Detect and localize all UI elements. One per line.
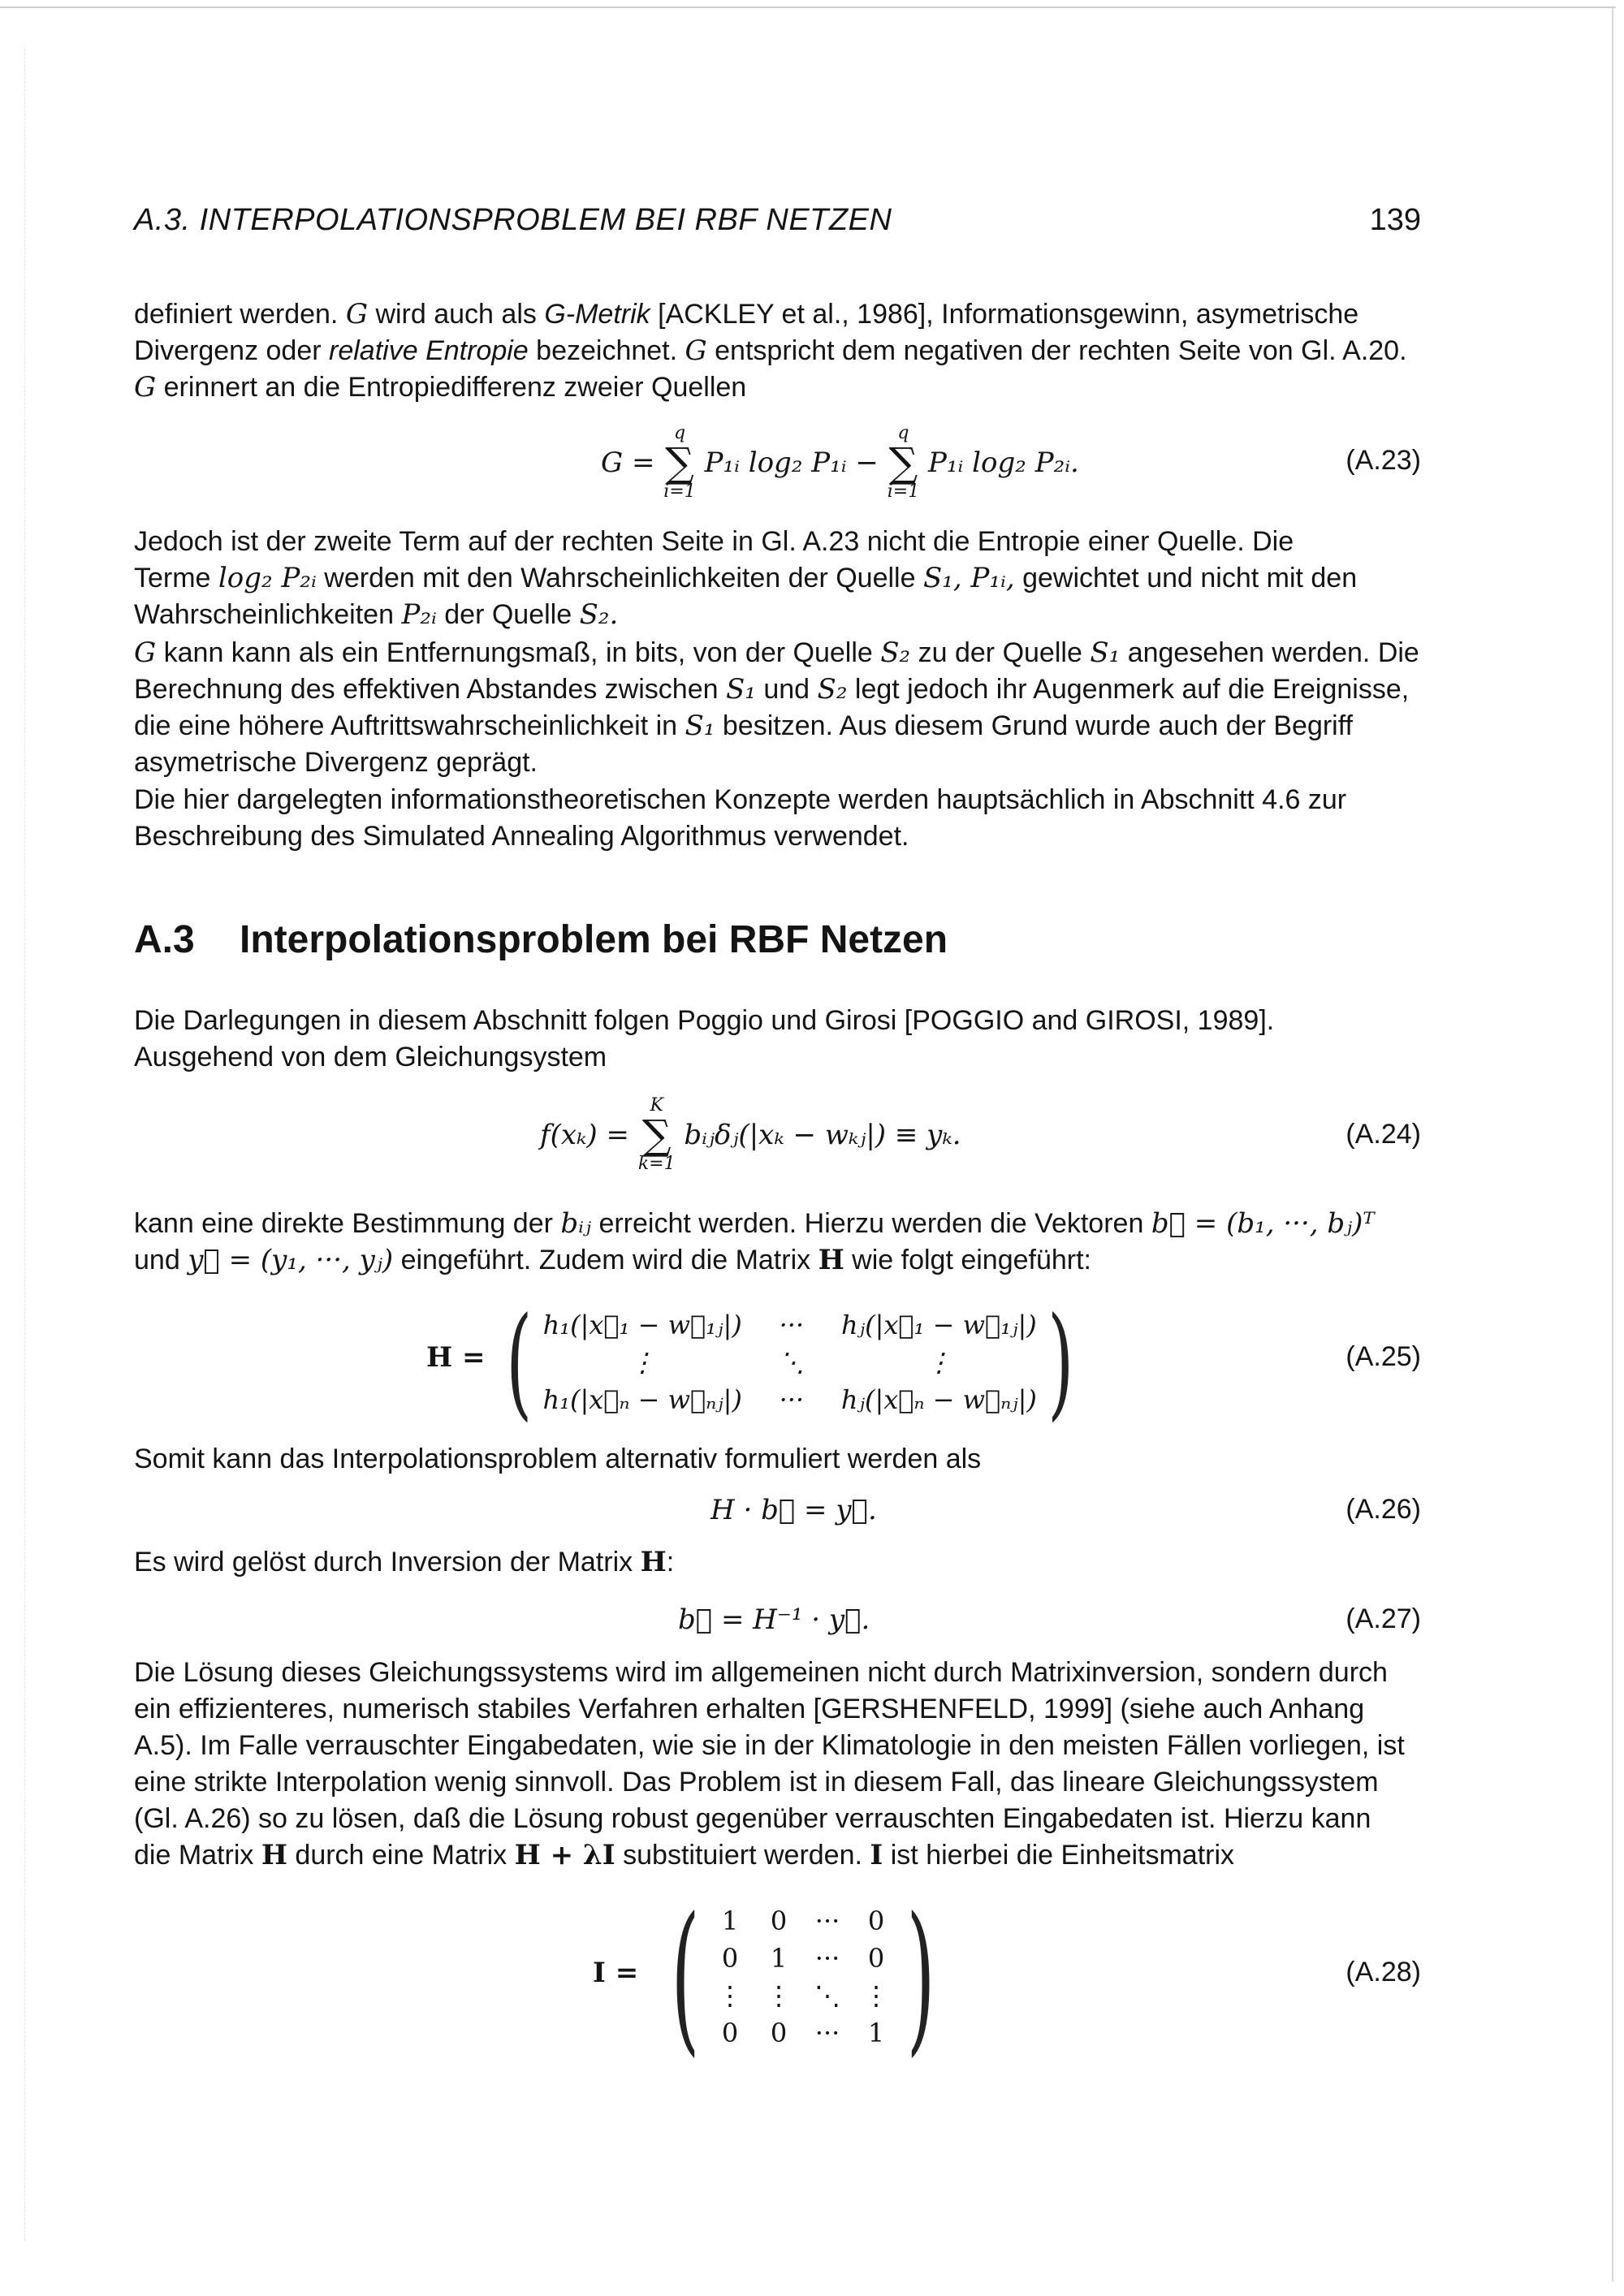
text: der Quelle	[444, 599, 572, 630]
math-expr: S₁	[685, 710, 715, 742]
matrix-cell: ⋮	[766, 1980, 793, 2011]
text: und	[134, 1245, 180, 1275]
left-paren: (	[506, 1291, 533, 1433]
text: erinnert an die Entropiedifferenz zweier Quellen	[163, 372, 747, 403]
text: gewichtet und nicht mit den	[1022, 563, 1358, 593]
paragraph-vectors	[134, 1206, 1421, 1279]
matrix-cell: 1	[867, 2018, 885, 2048]
paragraph-g-metric	[134, 296, 1421, 406]
text-line: ein effizienteres, numerisch stabiles Verfahren erhalten [GERSHENFELD, 1999] (siehe auch Anhang	[134, 1694, 1365, 1724]
text-line: Ausgehend von dem Gleichungsystem	[134, 1042, 607, 1072]
text: werden mit den Wahrscheinlichkeiten der Quelle	[324, 563, 916, 593]
text-line: (Gl. A.26) so zu lösen, daß die Lösung robust gegenüber verrauschten Eingabedaten ist. Hierzu kann	[134, 1803, 1371, 1834]
text: und	[763, 674, 810, 705]
equation-a24	[134, 1088, 1421, 1181]
equation-number: (A.23)	[1345, 445, 1421, 476]
math-expr: y⃗ = (y₁, ···, yⱼ)	[188, 1244, 394, 1276]
text: wird auch als	[375, 299, 537, 330]
text: bezeichnet.	[536, 335, 678, 366]
right-paren: )	[1047, 1291, 1074, 1433]
text: wie folgt eingeführt:	[852, 1245, 1091, 1275]
equation-number: (A.24)	[1345, 1119, 1421, 1150]
page-number: 139	[1369, 203, 1421, 237]
equation-rhs: bᵢⱼδⱼ(|xₖ − wₖⱼ|) ≡ yₖ.	[684, 1118, 961, 1151]
matrix-cell: 0	[770, 1905, 788, 1936]
paragraph-distance	[134, 635, 1421, 781]
equation-a28	[134, 1880, 1421, 2074]
text: ist hierbei die Einheitsmatrix	[890, 1840, 1235, 1871]
matrix-identity-grid	[717, 1905, 889, 2048]
sum-symbol: q ∑ i=1	[663, 423, 696, 502]
math-expr: log₂ P₂ᵢ	[218, 562, 317, 594]
matrix-cell: ⋮	[629, 1346, 656, 1378]
text: besitzen. Aus diesem Grund wurde auch der Begriff	[722, 710, 1354, 741]
math-var: G	[134, 637, 157, 669]
math-var: G	[685, 334, 707, 367]
equation-number: (A.27)	[1345, 1603, 1421, 1634]
matrix-cell: 0	[721, 2018, 739, 2048]
text: die Matrix	[134, 1840, 254, 1871]
scan-edge-top	[0, 6, 1616, 8]
text: :	[666, 1547, 675, 1577]
math-bold: H	[261, 1839, 287, 1871]
text: die eine höhere Auftrittswahrscheinlichkeit in	[134, 710, 678, 741]
matrix-cell: h₁(|x⃗ₙ − w⃗ₙⱼ|)	[542, 1383, 742, 1415]
text: substituiert werden.	[623, 1840, 862, 1871]
text-line: eine strikte Interpolation wenig sinnvoll. Das Problem ist in diesem Fall, das lineare Gleichungssystem	[134, 1767, 1379, 1798]
text: Divergenz oder	[134, 335, 322, 366]
matrix-cell: 1	[770, 1943, 788, 1974]
equation-lhs: G =	[601, 447, 655, 479]
math-expr: S₁	[725, 673, 756, 706]
math-expr: S₂	[880, 637, 911, 669]
matrix-cell: 0	[867, 1943, 885, 1974]
sum-upper-limit: K	[650, 1094, 663, 1116]
matrix-cell: 1	[721, 1905, 739, 1936]
math-expr: S₂	[817, 673, 848, 706]
text: [ACKLEY et al., 1986], Informationsgewinn, asymetrische	[658, 299, 1359, 330]
matrix-cell: ···	[814, 2018, 840, 2048]
text: entspricht dem negativen der rechten Seite von Gl. A.20.	[715, 335, 1407, 366]
matrix-cell: 0	[867, 1905, 885, 1936]
page-header	[134, 195, 1421, 244]
text: erreicht werden. Hierzu werden die Vektoren	[598, 1208, 1144, 1239]
text-line: Somit kann das Interpolationsproblem alternativ formuliert werden als	[134, 1444, 982, 1474]
paragraph-inversion	[134, 1544, 1421, 1581]
sum-symbol: K ∑ k=1	[637, 1094, 676, 1174]
section-heading	[134, 917, 948, 962]
matrix-cell: 0	[770, 2018, 788, 2048]
text: kann eine direkte Bestimmung der	[134, 1208, 553, 1239]
equation-a26	[134, 1490, 1421, 1530]
equation-lhs: f(xₖ) =	[540, 1118, 629, 1151]
matrix-cell: ···	[779, 1309, 805, 1340]
matrix-lhs: H =	[426, 1341, 486, 1374]
matrix-h	[495, 1291, 1084, 1433]
math-bold: I	[870, 1839, 883, 1871]
text: Terme	[134, 563, 211, 593]
section-number: A.3	[134, 918, 195, 961]
text-line: asymetrische Divergenz geprägt.	[134, 747, 538, 778]
matrix-cell: ⋮	[863, 1980, 890, 2011]
matrix-cell: ···	[779, 1383, 805, 1415]
paragraph-solution	[134, 1655, 1421, 1874]
matrix-identity	[654, 1880, 952, 2074]
text: Es wird gelöst durch Inversion der Matrix	[134, 1547, 633, 1577]
math-var: G	[345, 298, 368, 330]
paragraph-concepts	[134, 782, 1421, 855]
matrix-cell: ⋮	[717, 1980, 744, 2011]
equation-term: P₁ᵢ log₂ P₁ᵢ −	[704, 447, 879, 479]
equation-a27	[134, 1599, 1421, 1640]
text: kann kann als ein Entfernungsmaß, in bits, von der Quelle	[163, 637, 873, 668]
text-line: Die Lösung dieses Gleichungssystems wird im allgemeinen nicht durch Matrixinversion, sondern durch	[134, 1657, 1388, 1688]
running-title: A.3. INTERPOLATIONSPROBLEM BEI RBF NETZEN	[134, 203, 892, 237]
sum-lower-limit: i=1	[887, 481, 920, 502]
equation-a25	[134, 1291, 1421, 1433]
left-paren: (	[671, 1882, 700, 2072]
sum-lower-limit: i=1	[663, 481, 696, 502]
text: eingeführt. Zudem wird die Matrix	[400, 1245, 811, 1275]
matrix-cell: ⋱	[778, 1346, 805, 1378]
math-expr: S₁	[1090, 637, 1121, 669]
matrix-h-grid	[543, 1310, 1037, 1415]
matrix-cell: ⋱	[814, 1980, 841, 2011]
text-line: Beschreibung des Simulated Annealing Algorithmus verwendet.	[134, 821, 909, 852]
math-expr: S₂.	[579, 598, 619, 631]
math-expr: bᵢⱼ	[560, 1207, 591, 1240]
text: Berechnung des effektiven Abstandes zwischen	[134, 674, 719, 705]
scan-edge-left	[24, 49, 25, 2241]
sum-lower-limit: k=1	[637, 1153, 676, 1174]
matrix-cell: hⱼ(|x⃗₁ − w⃗₁ⱼ|)	[841, 1309, 1037, 1340]
equation-term: P₁ᵢ log₂ P₂ᵢ.	[928, 447, 1079, 479]
emphasis-term: relative Entropie	[329, 335, 529, 366]
text: durch eine Matrix	[295, 1840, 508, 1871]
matrix-cell: hⱼ(|x⃗ₙ − w⃗ₙⱼ|)	[840, 1383, 1037, 1415]
matrix-cell: ···	[814, 1943, 840, 1974]
sum-upper-limit: q	[673, 423, 686, 443]
sum-upper-limit: q	[897, 423, 909, 443]
right-paren: )	[906, 1882, 935, 2072]
paragraph-alternative	[134, 1441, 1421, 1478]
equation-expr: H · b⃗ = y⃗.	[710, 1494, 877, 1526]
text-line: A.5). Im Falle verrauschter Eingabedaten, wie sie in der Klimatologie in den meisten Fällen vorliegen, ist	[134, 1730, 1405, 1761]
text-line: Die hier dargelegten informationstheoretischen Konzepte werden hauptsächlich in Abschnitt 4.6 zur	[134, 784, 1347, 815]
math-bold: H	[818, 1244, 844, 1276]
math-bold: H + λI	[514, 1839, 615, 1871]
matrix-cell: h₁(|x⃗₁ − w⃗₁ⱼ|)	[542, 1309, 742, 1340]
text: legt jedoch ihr Augenmerk auf die Ereignisse,	[854, 674, 1410, 705]
equation-number: (A.28)	[1345, 1957, 1421, 1987]
math-expr: P₂ᵢ	[401, 598, 437, 631]
matrix-cell: 0	[721, 1943, 739, 1974]
scan-edge-right	[1612, 8, 1613, 2281]
math-expr: b⃗ = (b₁, ···, bⱼ)ᵀ	[1151, 1207, 1375, 1240]
matrix-cell: ···	[814, 1905, 840, 1936]
math-expr: S₁, P₁ᵢ,	[922, 562, 1015, 594]
text: definiert werden.	[134, 299, 339, 330]
math-bold: H	[640, 1546, 667, 1578]
equation-a23	[134, 418, 1421, 507]
paragraph-second-term	[134, 524, 1421, 633]
equation-expr: b⃗ = H⁻¹ · y⃗.	[678, 1603, 870, 1636]
equation-number: (A.25)	[1345, 1341, 1421, 1372]
section-title: Interpolationsproblem bei RBF Netzen	[240, 918, 948, 961]
text-line: Jedoch ist der zweite Term auf der rechten Seite in Gl. A.23 nicht die Entropie einer Quelle. Die	[134, 526, 1294, 557]
equation-number: (A.26)	[1345, 1494, 1421, 1525]
paragraph-intro	[134, 1003, 1421, 1076]
matrix-cell: ⋮	[926, 1346, 952, 1378]
text: angesehen werden. Die	[1127, 637, 1419, 668]
matrix-lhs: I =	[593, 1957, 639, 1989]
text: zu der Quelle	[918, 637, 1082, 668]
sum-symbol: q ∑ i=1	[887, 423, 920, 502]
text-line: Die Darlegungen in diesem Abschnitt folgen Poggio und Girosi [POGGIO and GIROSI, 1989].	[134, 1005, 1275, 1036]
emphasis-term: G-Metrik	[544, 299, 650, 330]
text: Wahrscheinlichkeiten	[134, 599, 394, 630]
math-var: G	[134, 371, 157, 404]
